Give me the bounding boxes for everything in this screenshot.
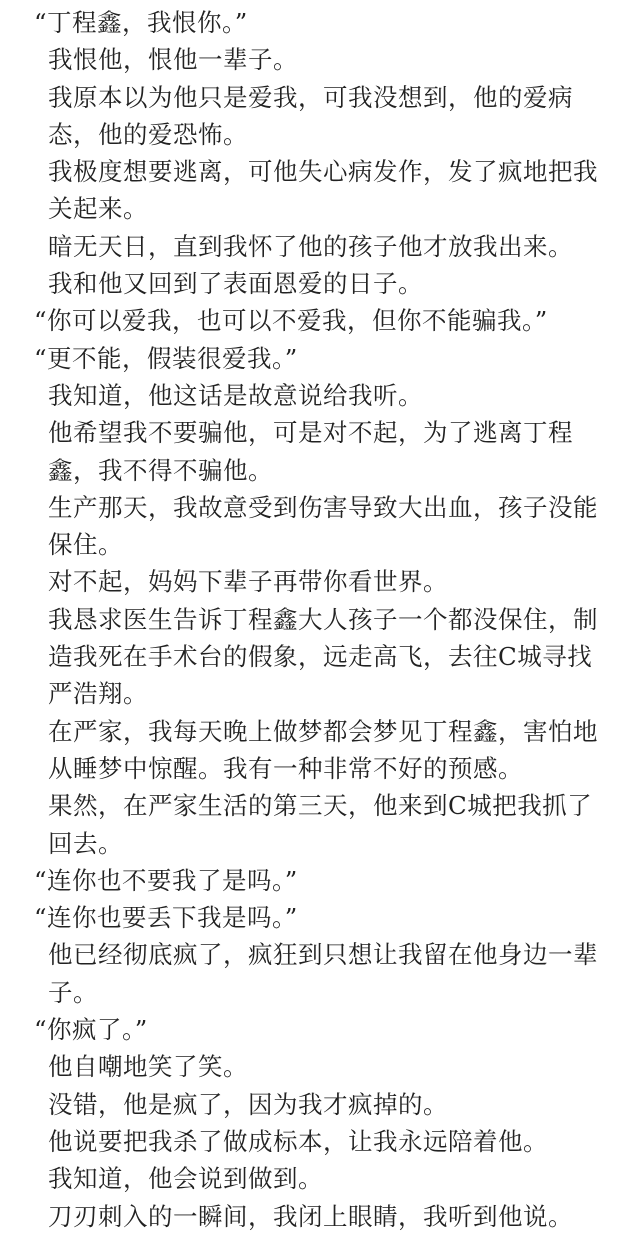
paragraph: “丁程鑫，我恨你。” <box>34 8 248 37</box>
paragraph: “你可以爱我，也可以不爱我，但你不能骗我。” <box>34 306 548 336</box>
paragraph: 我原本以为他只是爱我，可我没想到，他的爱病态，他的爱恐怖。 <box>48 82 573 149</box>
paragraph: 我恨他，恨他一辈子。 <box>48 45 298 75</box>
paragraph: 我知道，他这话是故意说给我听。 <box>48 380 423 410</box>
paragraph: 果然，在严家生活的第三天，他来到C城把我抓了回去。 <box>48 791 593 858</box>
paragraph: 他自嘲地笑了笑。 <box>48 1052 248 1082</box>
paragraph: 他说要把我杀了做成标本，让我永远陪着他。 <box>48 1126 548 1156</box>
paragraph: 没错，他是疯了，因为我才疯掉的。 <box>48 1089 448 1119</box>
paragraph: “更不能，假装很爱我。” <box>34 343 298 373</box>
paragraph: 我极度想要逃离，可他失心病发作，发了疯地把我关起来。 <box>48 157 598 224</box>
paragraph: 他已经彻底疯了，疯狂到只想让我留在他身边一辈子。 <box>48 940 598 1007</box>
paragraph: 暗无天日，直到我怀了他的孩子他才放我出来。 <box>48 231 573 261</box>
paragraph: 他希望我不要骗他，可是对不起，为了逃离丁程鑫，我不得不骗他。 <box>48 418 573 485</box>
paragraph: 刀刃刺入的一瞬间，我闭上眼睛，我听到他说。 <box>48 1201 573 1231</box>
paragraph: 我恳求医生告诉丁程鑫大人孩子一个都没保住，制造我死在手术台的假象，远走高飞，去往C城寻找严浩翔。 <box>48 604 598 709</box>
paragraph: 对不起，妈妈下辈子再带你看世界。 <box>48 567 448 597</box>
paragraph: 生产那天，我故意受到伤害导致大出血，孩子没能保住。 <box>48 492 598 560</box>
paragraph: “连你也不要我了是吗。” <box>34 865 298 895</box>
paragraph: “你疯了。” <box>34 1015 148 1045</box>
paragraph: 在严家，我每天晚上做梦都会梦见丁程鑫，害怕地从睡梦中惊醒。我有一种非常不好的预感。 <box>48 716 598 783</box>
paragraph: 我知道，他会说到做到。 <box>48 1164 323 1194</box>
paragraph: “连你也要丢下我是吗。” <box>34 903 298 933</box>
paragraph: 我和他又回到了表面恩爱的日子。 <box>48 269 423 299</box>
